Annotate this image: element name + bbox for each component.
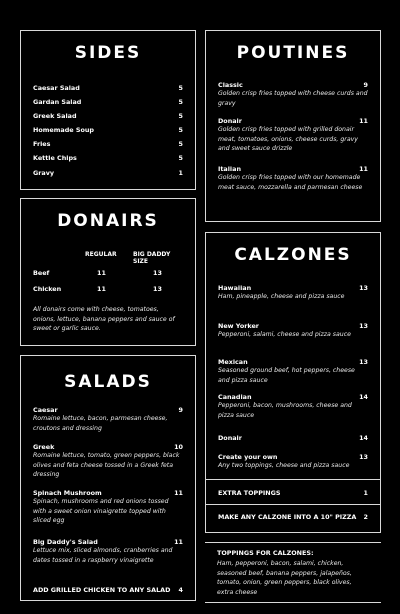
calzones-item-desc: Any two toppings, cheese and pizza sauce bbox=[218, 462, 350, 469]
salads-item-name: Spinach Mushroom bbox=[33, 489, 102, 497]
calzones-item bbox=[218, 284, 368, 302]
poutines-item bbox=[218, 81, 368, 108]
calzones-item bbox=[218, 322, 368, 340]
calzones-extra-price: 1 bbox=[363, 489, 368, 497]
poutines-item bbox=[218, 117, 368, 154]
calzones-item bbox=[218, 358, 368, 385]
poutines-item-name: Donair bbox=[218, 117, 242, 125]
sides-item-name: Fries bbox=[33, 140, 51, 148]
calzones-title: CALZONES bbox=[234, 245, 352, 265]
calzones-item-name: Mexican bbox=[218, 358, 248, 366]
calzones-item bbox=[218, 434, 368, 442]
calzones-extra-name: EXTRA TOPPINGS bbox=[218, 489, 281, 497]
sides-item-price: 5 bbox=[178, 126, 183, 134]
donairs-item-name: Beef bbox=[33, 269, 50, 277]
poutines-item-price: 9 bbox=[363, 81, 368, 89]
calzones-item-name: Canadian bbox=[218, 393, 252, 401]
salads-item-price: 9 bbox=[178, 406, 183, 414]
calzones-item-name: New Yorker bbox=[218, 322, 259, 330]
sides-item-price: 5 bbox=[178, 140, 183, 148]
sides-item-price: 5 bbox=[178, 112, 183, 120]
sides-item-name: Kettle Chips bbox=[33, 154, 77, 162]
poutines-item-name: Italian bbox=[218, 165, 241, 173]
sides-item-name: Gravy bbox=[33, 169, 55, 177]
calzones-item-price: 13 bbox=[359, 284, 368, 292]
donairs-col-regular: REGULAR bbox=[85, 251, 117, 258]
calzones-divider-1 bbox=[206, 479, 380, 480]
toppings-section bbox=[205, 542, 381, 600]
toppings-list: Ham, pepperoni, bacon, salami, chicken, seasoned beef, banana peppers, jalapeños, tomato, onion, green peppers, black olives, extra cheese bbox=[217, 560, 352, 596]
calzones-divider-2 bbox=[206, 504, 380, 505]
donairs-item bbox=[33, 285, 183, 293]
poutines-item-desc: Golden crisp fries topped with cheese curds and gravy bbox=[218, 90, 368, 107]
poutines-section bbox=[205, 30, 381, 222]
salads-item-desc: Lettuce mix, sliced almonds, cranberries and dates tossed in a raspberry vinaigrette bbox=[33, 547, 173, 564]
donairs-col-big: BIG DADDY SIZE bbox=[133, 251, 171, 265]
poutines-item-name: Classic bbox=[218, 81, 243, 89]
calzones-extra bbox=[218, 489, 368, 497]
salads-item-name: Greek bbox=[33, 443, 55, 451]
sides-section bbox=[20, 30, 196, 190]
sides-item bbox=[33, 84, 183, 92]
salads-item-desc: Romaine lettuce, bacon, parmesan cheese, croutons and dressing bbox=[33, 415, 168, 432]
salads-item bbox=[33, 443, 183, 480]
calzones-pizza-name: MAKE ANY CALZONE INTO A 10" PIZZA bbox=[218, 513, 357, 521]
salads-title: SALADS bbox=[64, 372, 152, 392]
sides-title: SIDES bbox=[74, 43, 142, 63]
bottom-rule bbox=[205, 602, 381, 603]
calzones-item-desc: Ham, pineapple, cheese and pizza sauce bbox=[218, 293, 345, 300]
calzones-item-desc: Seasoned ground beef, hot peppers, cheese and pizza sauce bbox=[218, 367, 355, 384]
salads-item-price: 11 bbox=[174, 538, 183, 546]
calzones-item-name: Hawaiian bbox=[218, 284, 252, 292]
sides-item-name: Greek Salad bbox=[33, 112, 77, 120]
sides-item bbox=[33, 98, 183, 106]
donairs-section bbox=[20, 198, 196, 346]
sides-item-name: Caesar Salad bbox=[33, 84, 80, 92]
sides-item-name: Homemade Soup bbox=[33, 126, 94, 134]
salads-section bbox=[20, 355, 196, 601]
salads-addon bbox=[33, 586, 183, 594]
sides-item bbox=[33, 169, 183, 177]
sides-item-price: 5 bbox=[178, 98, 183, 106]
calzones-item bbox=[218, 393, 368, 420]
donairs-item-big: 13 bbox=[153, 269, 162, 277]
calzones-item-name: Create your own bbox=[218, 453, 278, 461]
salads-addon-name: ADD GRILLED CHICKEN TO ANY SALAD bbox=[33, 586, 171, 594]
donairs-item-name: Chicken bbox=[33, 285, 62, 293]
donairs-item-regular: 11 bbox=[97, 285, 106, 293]
sides-item bbox=[33, 112, 183, 120]
salads-item-name: Big Daddy's Salad bbox=[33, 538, 98, 546]
calzones-item-desc: Pepperoni, salami, cheese and pizza sauce bbox=[218, 331, 351, 338]
poutines-item-desc: Golden crisp fries topped with our homemade meat sauce, mozzarella and parmesan cheese bbox=[218, 174, 363, 191]
poutines-title: POUTINES bbox=[236, 43, 350, 63]
donairs-item bbox=[33, 269, 183, 277]
toppings-title bbox=[217, 549, 369, 557]
calzones-pizza bbox=[218, 513, 368, 521]
donairs-title: DONAIRS bbox=[57, 211, 159, 231]
salads-addon-price: 4 bbox=[178, 586, 183, 594]
calzones-section bbox=[205, 232, 381, 533]
sides-item bbox=[33, 140, 183, 148]
calzones-item-price: 14 bbox=[359, 393, 368, 401]
salads-item bbox=[33, 538, 183, 565]
salads-item-name: Caesar bbox=[33, 406, 58, 414]
sides-item bbox=[33, 126, 183, 134]
calzones-item-price: 13 bbox=[359, 453, 368, 461]
calzones-item-price: 13 bbox=[359, 358, 368, 366]
sides-item-price: 5 bbox=[178, 154, 183, 162]
salads-item-desc: Romaine lettuce, tomato, green peppers, black olives and feta cheese tossed in a Greek feta dressing bbox=[33, 452, 180, 478]
salads-item-price: 10 bbox=[174, 443, 183, 451]
poutines-item-price: 11 bbox=[359, 165, 368, 173]
salads-item-price: 11 bbox=[174, 489, 183, 497]
calzones-item bbox=[218, 453, 368, 471]
poutines-item-desc: Golden crisp fries topped with grilled donair meat, tomatoes, onions, cheese curds, gravy and sweet sauce drizzle bbox=[218, 126, 358, 152]
calzones-item-desc: Pepperoni, bacon, mushrooms, cheese and pizza sauce bbox=[218, 402, 352, 419]
calzones-pizza-price: 2 bbox=[363, 513, 368, 521]
calzones-item-price: 13 bbox=[359, 322, 368, 330]
calzones-item-price: 14 bbox=[359, 434, 368, 442]
sides-item bbox=[33, 154, 183, 162]
toppings-title-text: TOPPINGS FOR CALZONES: bbox=[217, 549, 314, 557]
poutines-item-price: 11 bbox=[359, 117, 368, 125]
calzones-item-name: Donair bbox=[218, 434, 242, 442]
sides-item-name: Gardan Salad bbox=[33, 98, 82, 106]
sides-item-price: 1 bbox=[178, 169, 183, 177]
donairs-note: All donairs come with cheese, tomatoes, onions, lettuce, banana peppers and sauce of sweet or garlic sauce. bbox=[33, 306, 175, 332]
sides-item-price: 5 bbox=[178, 84, 183, 92]
donairs-item-big: 13 bbox=[153, 285, 162, 293]
donairs-item-regular: 11 bbox=[97, 269, 106, 277]
salads-item bbox=[33, 406, 183, 433]
poutines-item bbox=[218, 165, 368, 192]
salads-item-desc: Spinach, mushrooms and red onions tossed with a sweet onion vinaigrette topped with sliced egg bbox=[33, 498, 169, 524]
salads-item bbox=[33, 489, 183, 526]
